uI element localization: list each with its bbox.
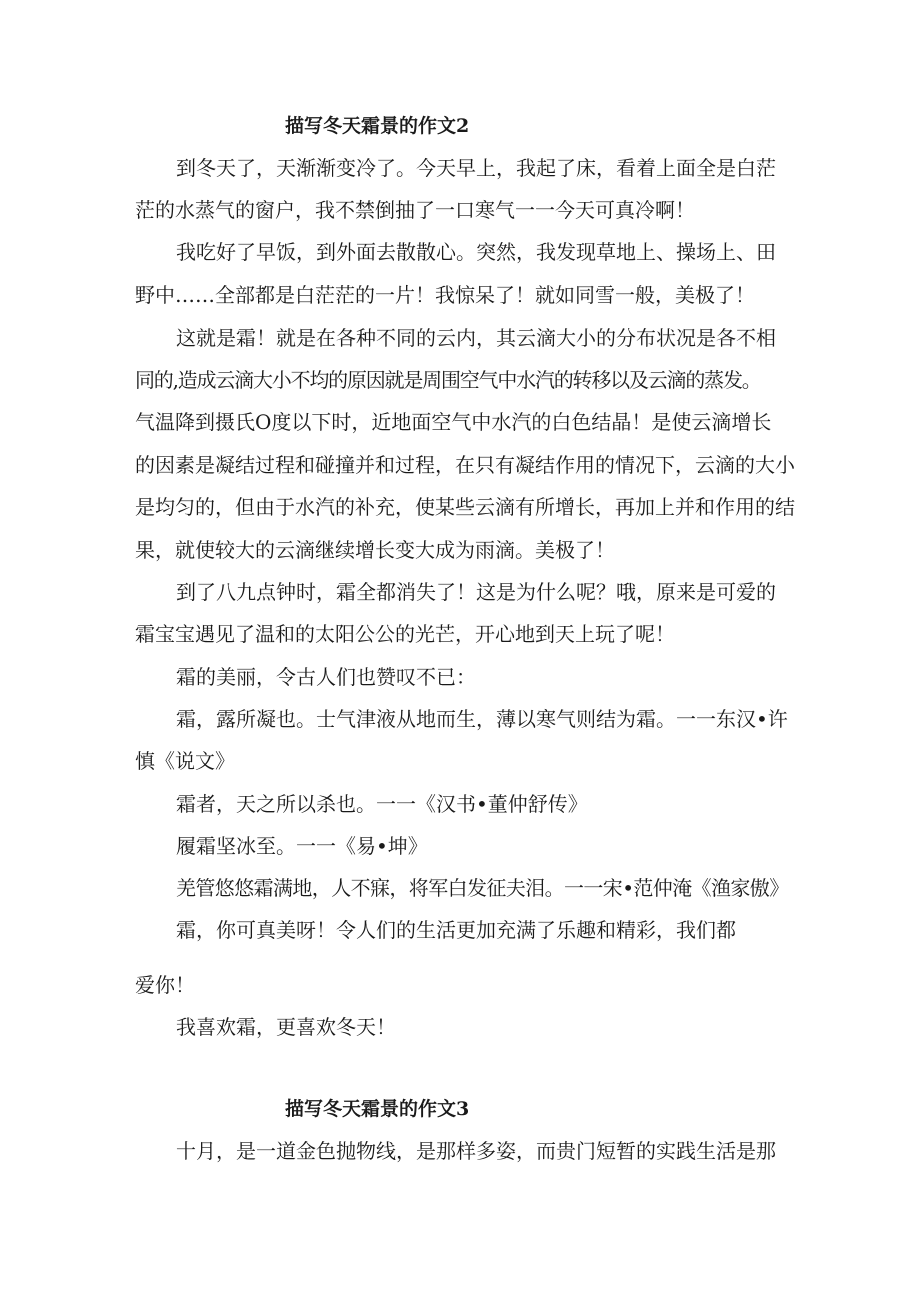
paragraph-line: 爱你！ xyxy=(135,973,195,997)
paragraph-line: 的因素是凝结过程和碰撞并和过程，在只有凝结作用的情况下，云滴的大小 xyxy=(135,453,795,477)
paragraph-line: 茫的水蒸气的窗户，我不禁倒抽了一口寒气一一今天可真冷啊！ xyxy=(135,198,695,222)
paragraph-line: 十月，是一道金色抛物线，是那样多姿，而贵门短暂的实践生活是那 xyxy=(176,1139,776,1163)
paragraph-line: 到冬天了，天渐渐变冷了。今天早上，我起了床，看着上面全是白茫 xyxy=(176,156,776,180)
paragraph-line: 气温降到摄氏O度以下时，近地面空气中水汽的白色结晶！是使云滴增长 xyxy=(135,410,772,434)
quote-line: 慎《说文》 xyxy=(135,749,235,773)
quote-line: 霜者，天之所以杀也。一一《汉书•董仲舒传》 xyxy=(176,792,588,816)
paragraph-line: 这就是霜！就是在各种不同的云内，其云滴大小的分布状况是各不相 xyxy=(176,326,776,350)
paragraph-line: 霜宝宝遇见了温和的太阳公公的光芒，开心地到天上玩了呢！ xyxy=(135,622,675,646)
paragraph-line: 到了八九点钟时，霜全都消失了！这是为什么呢？哦，原来是可爱的 xyxy=(176,580,776,604)
paragraph-line: 我吃好了早饭，到外面去散散心。突然，我发现草地上、操场上、田 xyxy=(176,240,776,264)
paragraph-line: 是均匀的，但由于水汽的补充，使某些云滴有所增长，再加上并和作用的结 xyxy=(135,495,795,519)
paragraph-line: 野中……全部都是白茫茫的一片！我惊呆了！就如同雪一般，美极了！ xyxy=(135,283,755,307)
paragraph-line: 果，就使较大的云滴继续增长变大成为雨滴。美极了！ xyxy=(135,538,615,562)
paragraph-line: 我喜欢霜，更喜欢冬天！ xyxy=(176,1015,396,1039)
paragraph-line: 同的,造成云滴大小不均的原因就是周围空气中水汽的转移以及云滴的蒸发。 xyxy=(135,368,761,392)
quote-line: 羌管悠悠霜满地，人不寐，将军白发征夫泪。一一宋•范仲淹《渔家傲》 xyxy=(176,876,789,900)
paragraph-line: 霜的美丽，令古人们也赞叹不已： xyxy=(176,665,476,689)
essay-2-title: 描写冬天霜景的作文2 xyxy=(285,115,470,137)
quote-line: 履霜坚冰至。一一《易•坤》 xyxy=(176,834,428,858)
quote-line: 霜，露所凝也。士气津液从地而生，薄以寒气则结为霜。一一东汉•许 xyxy=(176,707,788,731)
essay-3-title: 描写冬天霜景的作文3 xyxy=(285,1098,470,1120)
paragraph-line: 霜，你可真美呀！令人们的生活更加充满了乐趣和精彩，我们都 xyxy=(176,918,736,942)
